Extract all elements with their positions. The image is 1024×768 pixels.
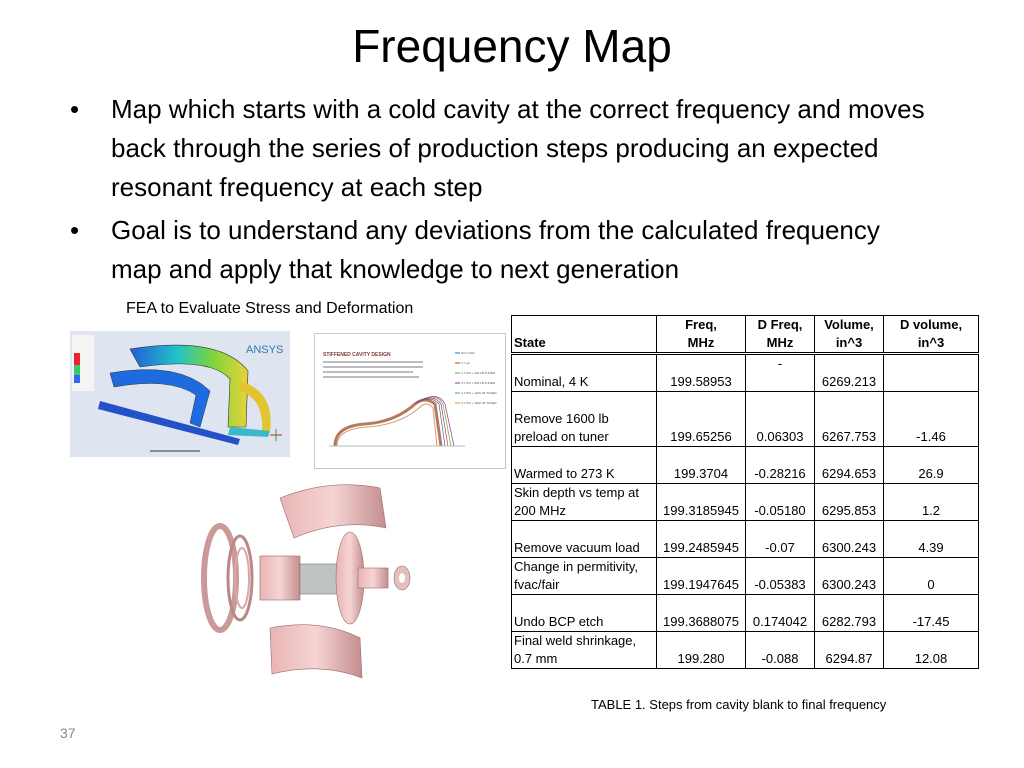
ansys-logo: ANSYS (246, 344, 284, 356)
fea-stress-plot-image (70, 331, 290, 457)
table-cell: -1.46 (884, 392, 979, 447)
table-header-cell: State (512, 316, 657, 354)
fea-caption: FEA to Evaluate Stress and Deformation (126, 300, 414, 317)
legend-item: NO LOAD (461, 351, 475, 355)
legend-item: 4.7 PSI + 1600 LB TUNER (461, 401, 497, 405)
bullet-icon: • (70, 215, 80, 245)
table-cell: -17.45 (884, 595, 979, 632)
table-cell: 12.08 (884, 632, 979, 669)
table-cell: 6267.753 (815, 392, 884, 447)
bullet-text: Map which starts with a cold cavity at the correct frequency and moves back through the series of production steps producing an expected resonant frequency at each step (111, 94, 925, 202)
table-cell: -0.05180 (746, 484, 815, 521)
table-cell: Skin depth vs temp at 200 MHz (512, 484, 657, 521)
table-row (512, 595, 979, 632)
table-cell: 199.65256 (657, 392, 746, 447)
bullet-item (70, 90, 930, 207)
table-cell: 6294.653 (815, 447, 884, 484)
table-cell: 6300.243 (815, 521, 884, 558)
table-row (512, 632, 979, 669)
bullet-item (70, 211, 930, 289)
table-cell: - (746, 354, 815, 392)
design-heading: STIFFENED CAVITY DESIGN (323, 352, 391, 358)
table-cell: 4.39 (884, 521, 979, 558)
table-header-cell: Freq, MHz (657, 316, 746, 354)
table-cell: 6294.87 (815, 632, 884, 669)
legend-item: 4.7 psi (461, 361, 470, 365)
bullet-list (70, 90, 930, 293)
table-row (512, 558, 979, 595)
table-cell: Warmed to 273 K (512, 447, 657, 484)
table-cell: 6300.243 (815, 558, 884, 595)
table-cell: Undo BCP etch (512, 595, 657, 632)
table-cell: 199.2485945 (657, 521, 746, 558)
table-row (512, 521, 979, 558)
table-cell: 0.174042 (746, 595, 815, 632)
table-cell: Nominal, 4 K (512, 354, 657, 392)
table-cell: -0.05383 (746, 558, 815, 595)
table-header-row (512, 316, 979, 354)
table-cell: 199.3185945 (657, 484, 746, 521)
table-cell: 6269.213 (815, 354, 884, 392)
table-cell: -0.28216 (746, 447, 815, 484)
fea-plot-graphic (70, 331, 290, 457)
table-cell: 26.9 (884, 447, 979, 484)
legend-item: 4.7 PSI + 1200 LB TUNER (461, 391, 497, 395)
table-cell: 199.3704 (657, 447, 746, 484)
table-row (512, 447, 979, 484)
table-cell: Remove vacuum load (512, 521, 657, 558)
table-cell: 1.2 (884, 484, 979, 521)
slide-title: Frequency Map (352, 20, 672, 72)
legend-item: 4.7 PSI + 400 LB TUNER (461, 371, 495, 375)
table-row (512, 392, 979, 447)
table-cell: Remove 1600 lb preload on tuner (512, 392, 657, 447)
table-cell: -0.07 (746, 521, 815, 558)
stiffened-cavity-design-image (314, 333, 506, 469)
cavity-deformation-graphic (315, 334, 505, 468)
frequency-map-table (511, 315, 979, 669)
table-header-cell: D Freq, MHz (746, 316, 815, 354)
table-cell: 199.3688075 (657, 595, 746, 632)
table-cell: 6282.793 (815, 595, 884, 632)
table-cell: 199.1947645 (657, 558, 746, 595)
exploded-cavity-assembly-image (190, 478, 420, 690)
table-cell: 6295.853 (815, 484, 884, 521)
legend-item: 4.7 PSI + 800 LB TUNER (461, 381, 495, 385)
table-caption: TABLE 1. Steps from cavity blank to final frequency (591, 697, 887, 712)
table-cell: 199.280 (657, 632, 746, 669)
bullet-icon: • (70, 94, 80, 124)
page-number: 37 (60, 725, 76, 741)
table-header-cell: Volume, in^3 (815, 316, 884, 354)
table-cell: -0.088 (746, 632, 815, 669)
table-cell: Change in permitivity, fvac/fair (512, 558, 657, 595)
table-cell: 199.58953 (657, 354, 746, 392)
table-row (512, 484, 979, 521)
cavity-assembly-graphic (190, 478, 420, 690)
table-header-cell: D volume, in^3 (884, 316, 979, 354)
table-cell: Final weld shrinkage, 0.7 mm (512, 632, 657, 669)
table-cell: 0.06303 (746, 392, 815, 447)
bullet-text: Goal is to understand any deviations from the calculated frequency map and apply that knowledge to next generation (111, 215, 880, 284)
table-cell (884, 354, 979, 392)
table-cell: 0 (884, 558, 979, 595)
table-row (512, 354, 979, 392)
